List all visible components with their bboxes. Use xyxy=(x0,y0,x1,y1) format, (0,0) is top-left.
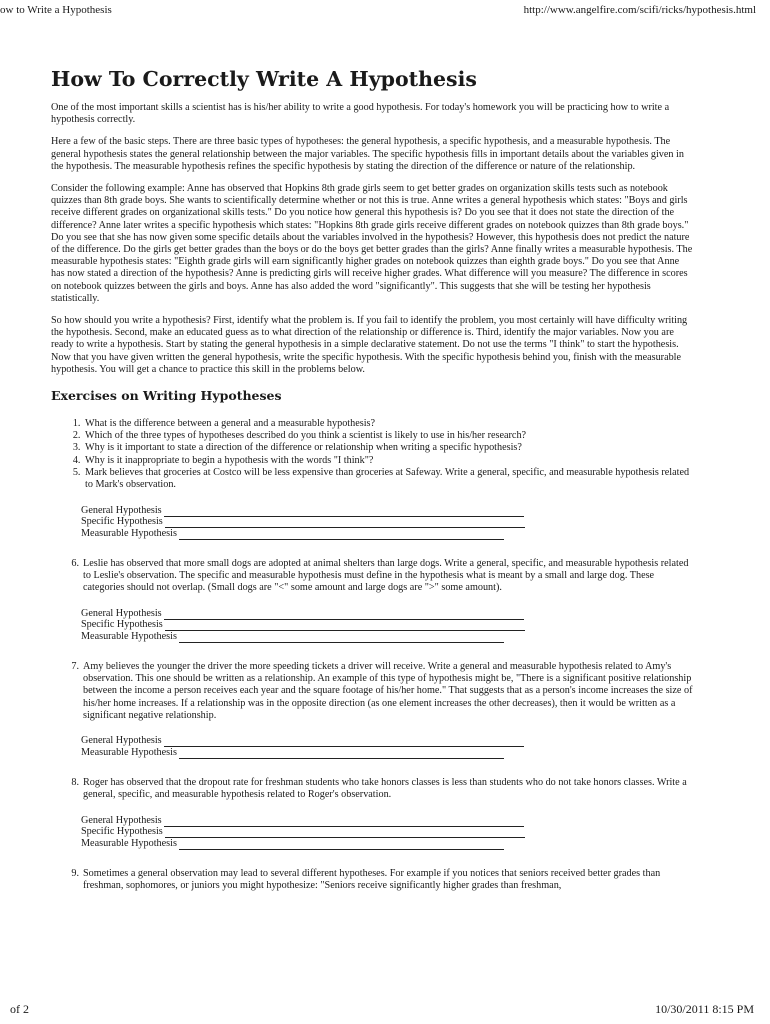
answer-line[interactable] xyxy=(81,815,695,827)
answer-block-6 xyxy=(81,608,695,643)
example-paragraph: Consider the following example: Anne has observed that Hopkins 8th grade girls seem to get better grades on organization skills tests such as notebook quizzes than 8th grade boys. She wants to scientifically determine whether or not this is true. Anne writes a general hypothesis which states: "Boys and girls receive different grades on organizational skills tests." Do you notice how general this hypothesis is? Do you see that it does not state the direction of the difference? Anne later writes a specific hypothesis which states: "Hopkins 8th grade girls receive different grades on notebook quizzes than 8th grade boys." Do you see that she has now given some specific details about the variables involved in the hypothesis? However, this hypothesis does not predict the nature of the difference. Do the girls get better grades than the boys or do the boys get better grades than the girls? Anne finally writes a measurable hypothesis. The measurable hypothesis states: "Eighth grade girls will earn significantly higher grades on notebook quizzes than eighth grade boys." Do you see that Anne has now stated a direction of the hypothesis? Anne is predicting girls will receive higher grades. What difference will you measure? The difference in scores on notebook quizzes between the girls and boys. Anne has also added the word "significantly". This suggests that she will be testing her hypothesis statistically. xyxy=(51,183,693,304)
answer-rule xyxy=(179,634,504,643)
answer-rule xyxy=(165,519,525,528)
exercise-number: 7. xyxy=(71,660,79,672)
answer-line[interactable] xyxy=(81,827,695,839)
question-3: 3. Why is it important to state a direction of the difference or relationship when writing a specific hypothesis? xyxy=(83,442,695,454)
exercise-number: 6. xyxy=(71,557,79,569)
answer-rule xyxy=(165,622,525,631)
question-2: 2. Which of the three types of hypotheses described do you think a scientist is likely to use in his/her research? xyxy=(83,430,695,442)
exercise-6 xyxy=(51,558,695,595)
question-5: 5. Mark believes that groceries at Costco will be less expensive than groceries at Safeway. Write a general, specific, and measurable hypothesis related to Mark's observation. xyxy=(83,467,695,491)
answer-rule xyxy=(179,531,504,540)
page-count: of 2 xyxy=(10,1002,29,1016)
answer-block-5 xyxy=(81,505,695,540)
answer-line[interactable] xyxy=(81,517,695,529)
exercises-heading: Exercises on Writing Hypotheses xyxy=(51,388,282,404)
answer-label: Specific Hypothesis xyxy=(81,619,163,631)
answer-label: Specific Hypothesis xyxy=(81,516,163,528)
exercise-list xyxy=(51,418,695,491)
answer-line[interactable] xyxy=(81,528,695,540)
exercise-7 xyxy=(51,661,695,722)
answer-rule xyxy=(164,611,524,620)
answer-label: Measurable Hypothesis xyxy=(81,630,177,642)
answer-label: Measurable Hypothesis xyxy=(81,837,177,849)
answer-line[interactable] xyxy=(81,505,695,517)
answer-label: Measurable Hypothesis xyxy=(81,527,177,539)
answer-rule xyxy=(165,829,525,838)
answer-line[interactable] xyxy=(81,631,695,643)
howto-paragraph: So how should you write a hypothesis? First, identify what the problem is. If you fail to identify the problem, you most certainly will have difficulty writing the hypothesis. Second, make an educated guess as to what direction of the relationship or difference is. Third, identify the major variables. Now you are ready to write a hypothesis. Start by stating the general hypothesis in a simple declarative statement. Do not use the terms "I think" to start the hypothesis. Now that you have given written the general hypothesis, write the specific hypothesis. With the specific hypothesis behind you, finish with the measurable hypothesis. You will get a chance to practice this skill in the problems below. xyxy=(51,315,688,375)
answer-line[interactable] xyxy=(81,838,695,850)
answer-block-8 xyxy=(81,815,695,850)
answer-label: Measurable Hypothesis xyxy=(81,746,177,758)
answer-line[interactable] xyxy=(81,620,695,632)
print-datetime: 10/30/2011 8:15 PM xyxy=(655,1002,754,1016)
question-4: 4. Why is it inappropriate to begin a hypothesis with the words "I think"? xyxy=(83,455,695,467)
document-body xyxy=(51,66,695,892)
print-header-url: http://www.angelfire.com/scifi/ricks/hypothesis.html xyxy=(523,4,756,16)
print-header-title: ow to Write a Hypothesis xyxy=(0,4,112,16)
print-footer xyxy=(0,1002,770,1018)
exercise-text: Leslie has observed that more small dogs are adopted at animal shelters than large dogs. Write a general, specific, and measurable hypothesis related to Leslie's observation. The specific and measurable hypothesis must define in the hypothesis what is meant by a small and large dog. These categories should not overlap. (Small dogs are "<" some amount and large dogs are ">" some amount). xyxy=(83,557,689,594)
answer-line[interactable] xyxy=(81,736,695,748)
steps-paragraph: Here a few of the basic steps. There are three basic types of hypotheses: the general hypothesis, a specific hypothesis, and a measurable hypothesis. The general hypothesis states the general relationship between the major variables. The specific hypothesis fills in important details about the variables given in the hypothesis. The measurable hypothesis refines the specific hypothesis by stating the direction of the difference or nature of the relationship. xyxy=(51,136,684,172)
answer-rule xyxy=(164,738,524,747)
answer-label: General Hypothesis xyxy=(81,735,162,747)
exercise-text: Sometimes a general observation may lead to several different hypotheses. For example if you notices that seniors received better grades than freshman, sophomores, or juniors you might hypothesize: "Seniors receive significantly higher grades than freshman, xyxy=(83,867,661,892)
answer-rule xyxy=(164,818,524,827)
answer-rule xyxy=(179,841,504,850)
exercise-number: 9. xyxy=(71,867,79,879)
exercise-text: Amy believes the younger the driver the more speeding tickets a driver will receive. Write a general and measurable hypothesis related to Amy's observation. This one should be written as a relationship. An example of this type of hypothesis might be, "There is a significant positive relationship between the income a person receives each year and the square footage of his/her home." That suggests that as a person's income increases the size of his/her home increases. If a relationship was in the opposite direction (as one element increases the other decreases), then it would be written as a significant negative relationship. xyxy=(83,660,693,721)
answer-label: General Hypothesis xyxy=(81,814,162,826)
print-header xyxy=(0,4,770,20)
exercise-8 xyxy=(51,777,695,801)
answer-label: Specific Hypothesis xyxy=(81,826,163,838)
exercise-text: Roger has observed that the dropout rate for freshman students who take honors classes is less than students who do not take honors classes. Write a general, specific, and measurable hypothesis related to Roger's observation. xyxy=(83,776,687,801)
exercise-number: 8. xyxy=(71,776,79,788)
answer-rule xyxy=(179,750,504,759)
question-1: 1. What is the difference between a general and a measurable hypothesis? xyxy=(83,418,695,430)
answer-label: General Hypothesis xyxy=(81,504,162,516)
intro-paragraph: One of the most important skills a scientist has is his/her ability to write a good hypothesis. For today's homework you will be practicing how to write a hypothesis correctly. xyxy=(51,102,670,126)
answer-rule xyxy=(164,508,524,517)
answer-line[interactable] xyxy=(81,747,695,759)
answer-label: General Hypothesis xyxy=(81,607,162,619)
page-title: How To Correctly Write A Hypothesis xyxy=(51,67,477,91)
answer-line[interactable] xyxy=(81,608,695,620)
exercise-9 xyxy=(51,868,695,892)
answer-block-7 xyxy=(81,736,695,759)
